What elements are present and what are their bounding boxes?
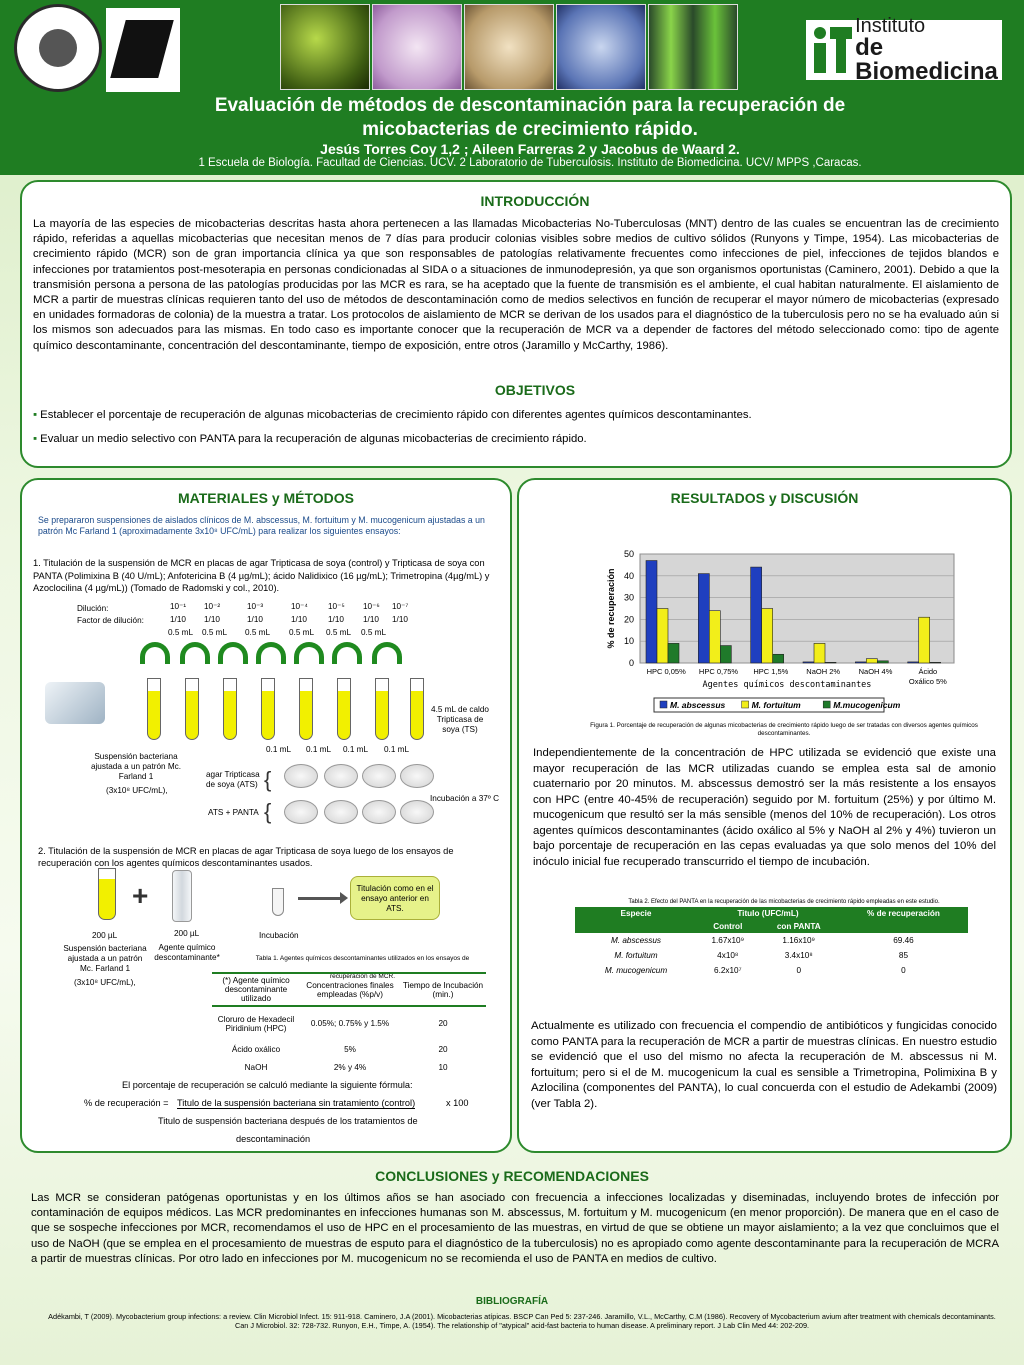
transfer-volume: 0.5 mL [361,628,387,637]
culture-tube [299,678,313,740]
culture-tubes-photo [648,4,738,90]
bracket: { [264,767,272,792]
step2-vol1: 200 µL [92,931,118,940]
y-tick-label: 40 [623,570,634,581]
x-tick-label: NaOH 2% [806,667,841,676]
plus-sign: + [132,880,149,911]
microscopy-photo-2 [372,4,462,90]
bar-mmucogenicum [668,643,679,663]
y-tick-label: 20 [623,614,634,625]
bar-mmucogenicum [930,662,941,663]
bar-mfortuitum [866,659,877,663]
arrow-right-head [340,892,348,904]
recovery-bar-chart [574,510,964,718]
header-banner [0,0,1024,175]
y-axis-label: % de recuperación [606,568,616,649]
culture-tube [147,678,161,740]
dilution-value: 10⁻⁵ [328,602,345,611]
microscopy-photo-3 [556,4,646,90]
poster-title-line1: Evaluación de métodos de descontaminación para la recuperación de [214,95,846,116]
legend-entry: M.mucogenicum [833,700,901,710]
formula-left: % de recuperación = [84,1098,169,1108]
plate-volume: 0.1 mL [384,745,410,754]
agar-plate [324,764,358,788]
legend-swatch [742,701,749,708]
x-tick-label: HPC 1,5% [753,667,789,676]
dilution-factor: 1/10 [363,615,379,624]
culture-tube [410,678,424,740]
transfer-volume: 0.5 mL [202,628,228,637]
results-title: RESULTADOS y DISCUSIÓN [670,490,859,506]
bar-mabscessus [803,662,814,663]
x-tick-label: HPC 0,05% [646,667,686,676]
instituto-biomedicina-logo [806,15,1002,85]
agar-plate [324,800,358,824]
agar-plate [400,800,434,824]
formula-intro: El porcentaje de recuperación se calculó mediante la siguiente fórmula: [122,1080,413,1090]
incubation-label: Incubación a 37º C [430,794,499,803]
y-tick-label: 0 [628,658,634,668]
culture-tube [375,678,389,740]
bar-mmucogenicum [773,654,784,663]
table2-caption: Tabla 2. Efecto del PANTA en la recuperación de las micobacterias de crecimiento rápido empleadas en este estudio. [628,899,940,905]
table2-subheader: Control [697,920,759,933]
table1-caption: Tabla 1. Agentes químicos descontaminantes utilizados en los ensayos de recuperación de MCR. [255,955,470,980]
bar-mfortuitum [709,611,720,663]
legend-entry: M. abscessus [670,700,726,710]
plate-volume: 0.1 mL [266,745,292,754]
table1-row: NaOH 2% y 4% 10 [244,1062,448,1072]
figure-caption: Figura 1. Porcentaje de recuperación de algunas micobacterias de crecimiento rápido luego de ser tratadas con diversos agentes químicos descontaminantes. [590,722,978,737]
agar-plate [362,764,396,788]
step2-vol2: 200 µL [174,929,200,938]
transfer-arrow [332,642,362,664]
dilution-factor: 1/10 [328,615,344,624]
table1-header: Tiempo de Incubación (min.) [402,980,484,999]
ats-label: agar Tripticasa de soya (ATS) [206,770,260,789]
dilution-value: 10⁻² [204,602,221,611]
microscopy-photo-1 [280,4,370,90]
transfer-arrow [294,642,324,664]
reagent-bottle [172,870,192,922]
bar-mabscessus [698,574,709,663]
x-tick-label: HPC 0,75% [698,667,739,676]
step2-cfu: (3x10⁸ UFC/mL), [74,978,136,987]
results-text1: Independientemente de la concentración de HPC utilizada se evidenció que existe una mayor recuperación de las MCR utilizadas cuando se emplea esta sal de amonio cuaternario por 20 minutos. M. abscessus demostró ser la más resistente a los ensayos con HPC (entre 40-45% de recuperación) seguido por M. fortuitum (25%) y por último M. mucogenicum que resultó ser la más sensible (menos del 10% de recuperación). Los otros agentes químicos descontaminantes (ácido oxálico al 5% y NaOH al 2% y 4%) tuvieron un bajo porcentaje de recuperación en las cepas evaluadas ya que solo menos del 10% del inóculo inicial fue recuperado transcurrido el tiempo de incubación. [533,747,996,868]
table2-header: Especie [575,907,697,933]
dilution-value: 10⁻¹ [170,602,187,611]
bar-mfortuitum [919,617,930,663]
transfer-volume: 0.5 mL [326,628,352,637]
methods-intro: Se prepararon suspensiones de aislados clínicos de M. abscessus, M. fortuitum y M. mucogenicum ajustadas a un patrón Mc Farland 1 (aproximadamente 3x10⁸ UFC/mL) para realizar los siguientes ensayos: [38,515,485,536]
dilution-factor: 1/10 [392,615,408,624]
poster-title-line2: micobacterias de crecimiento rápido. [362,119,698,140]
bar-mabscessus [855,662,866,663]
logo-line1: Instituto [855,15,926,37]
formula-x100: x 100 [446,1098,469,1108]
arrow-right [298,897,342,900]
bar-mabscessus [751,567,762,663]
dilution-factor: 1/10 [291,615,307,624]
agar-plate [362,800,396,824]
authors: Jesús Torres Coy 1,2 ; Aileen Farreras 2 y Jacobus de Waard 2. [320,141,740,157]
table2-row: M. fortuitum 4x10⁸ 3.4x10⁸ 85 [614,951,909,960]
conclusions-title: CONCLUSIONES y RECOMENDACIONES [375,1168,649,1184]
dilution-factor: 1/10 [204,615,220,624]
bar-mfortuitum [814,643,825,663]
table1 [212,972,486,1076]
transfer-arrow [180,642,210,664]
results-text2: Actualmente es utilizado con frecuencia el compendio de antibióticos y fungicidas conocido como PANTA para la recuperación de MCR a partir de muestras clínicas. En nuestro estudio se evidenció que el uso del mismo no afecta la recuperación de M. abscessus ni M. fortuitum; pero si el de M. mucogenicum la cual es sensible a Trimetropina, Polimixina B y Azlocilina (componentes del PANTA), lo cual concuerda con el estudio de Adekambi (2009) (ver Tabla 2). [531,1020,997,1110]
suspension-label: Suspensión bacteriana ajustada a un patrón Mc. Farland 1 [90,752,182,781]
methods-step1: 1. Titulación de la suspensión de MCR en placas de agar Tripticasa de soya (control) y Tripticasa de soya con PANTA (Polimixina B (40 U/mL); Anfotericina B (4 µg/mL); ácido Nalidixico (16 µg/mL); Trimetropina (4µg/mL) y Azoclocilina (4 µg/mL)) (Tomado de Radomski y col., 2010). [33,558,490,593]
transfer-arrow [140,642,170,664]
x-tick-label: NaOH 4% [858,667,893,676]
ucv-seal-logo [14,4,102,92]
intro-text: La mayoría de las especies de micobacterias descritas hasta ahora pertenecen a las llamadas Micobacterias No-Tuberculosas (MNT) dentro de las cuales se encuentran las de crecimiento rápido, referidas a aquellas micobacterias que necesitan menos de 7 días para producir colonias visibles sobre medios de cultivo sólidos (Runyons y Timpe, 1954). Las micobacterias de crecimiento rápido (MCR) son de gran importancia clínica ya que son responsables de patologías relativamente frecuentes como infecciones de piel, infecciones de tejidos blandos e infecciones por tratamientos post-mesoterapia en personas condicionadas al SIDA o a situaciones de inmunodepresión, ya que son organismos oportunistas (Caminero, 2001). Debido a que la transmisión persona a persona de las patologías producidas por las MCR es rara, se ha aceptado que la fuente de transmisión es el ambiente, el cual habitan naturalmente. El aislamiento de MCR a partir de muestras clínicas requieren tanto del uso de métodos de descontaminación como de medios selectivos en función de recuperar el mayor número de micobacterias (expresado en unidades formadoras de colonia) de la muestra a tratar. Los protocolos de aislamiento de MCR se derivan de los usados para el diagnóstico de la tuberculosis pero no se ha evaluado aún si los mismos son adecuados para las mismas. En todo caso es importante conocer que la recuperación de MCR va a depender de factores del método seleccionado como: tipo de agente químico descontaminante, concentración del descontaminante, tiempo de exposición, entre otros (Jaramillo y McCarthy, 1986). [33,218,999,352]
plate-volume: 0.1 mL [306,745,332,754]
intro-title: INTRODUCCIÓN [480,193,590,209]
objective-item: ▪ Establecer el porcentaje de recuperación de algunas micobacterias de crecimiento rápido con diferentes agentes químicos descontaminantes. [33,409,752,421]
agar-plate [400,764,434,788]
table1-row: Ácido oxálico 5% 20 [231,1044,448,1054]
x-tick-label: Ácido [918,667,938,676]
step2-incubation: Incubación [259,931,299,940]
step2-suspension: Suspensión bacteriana ajustada a un patrón Mc. Farland 1 [63,944,147,973]
transfer-arrow [256,642,286,664]
dilution-value: 10⁻⁴ [291,602,308,611]
transfer-volume: 0.5 mL [168,628,194,637]
biblio-title: BIBLIOGRAFÍA [475,1296,549,1307]
broth-label: 4.5 mL de caldo Tripticasa de soya (TS) [431,705,489,734]
culture-tube [261,678,275,740]
transfer-arrow [372,642,402,664]
legend-swatch [660,701,667,708]
objectives-title: OBJETIVOS [494,382,576,398]
table2-row: M. mucogenicum 6.2x10⁷ 0 0 [604,966,906,975]
bar-mfortuitum [762,609,773,664]
transfer-arrow [218,642,248,664]
plate-volume: 0.1 mL [343,745,369,754]
legend-swatch [823,701,830,708]
dilution-value: 10⁻⁶ [363,602,380,611]
bibliography: Adékambi, T (2009). Mycobacterium group infections: a review. Clin Microbiol Infect. 15: 911-918. Caminero, J.A (2001). Micobacterias atípicas. BSCP Can Ped 5: 237-246. Jaramillo, V.L., McCarthy, C.M (1986). Recovery of Mycobacterium avium after treatment with chemicals decontaminants. Can J Microbiol. 32: 728-732. Runyon, E.H., Timpe, A. (1954). The relationship of "atypical" acid-fast bacteria to human disease. A preliminary report. J Lab Clin Med 44: 202-209. [48,1312,996,1330]
suspension-cfu: (3x10⁸ UFC/mL), [106,786,168,795]
dilution-value: 10⁻⁷ [392,602,409,611]
y-tick-label: 50 [623,549,634,559]
bar-mfortuitum [657,609,668,664]
x-axis-label: Agentes químicos descontaminantes [702,680,872,690]
dilution-value: 10⁻³ [247,602,264,611]
transfer-volume: 0.5 mL [289,628,315,637]
transfer-volume: 0.5 mL [245,628,271,637]
agar-plate [284,764,318,788]
agar-plate [284,800,318,824]
table2-header: % de recuperación [839,907,968,933]
dilution-label: Dilución: [77,604,109,613]
logo-line2: de Biomedicina [855,34,998,85]
x-tick-label: Oxálico 5% [908,677,947,686]
culture-tube [337,678,351,740]
objective-item: ▪ Evaluar un medio selectivo con PANTA para la recuperación de algunas micobacterias de crecimiento rápido. [33,433,587,445]
y-tick-label: 30 [623,592,634,603]
bracket: { [264,799,272,824]
conclusions-text: Las MCR se consideran patógenas oportunistas y en los últimos años se han asociado con frecuencia a infecciones localizadas y diseminadas, incluyendo brotes de infección por contaminación de equipos médicos. Las MCR predominantes en infecciones humanas son M. abscessus, M. fortuitum y M. mucogenicum (en menor proporción). De manera que en el caso de que se sospeche infecciones por MCR, recomendamos el uso de HPC en el procesamiento de las muestras, en virtud de que se obtiene un mayor aislamiento; a la vez que concluimos que el uso de NaOH (que se emplea en el procesamiento de muestras de esputo para el diagnóstico de la tuberculosis) no es apropiado como agente descontaminante para la recuperación de MCRA a partir de muestras clínicas. Por otro lado en infecciones por M. mucogenicum no se recomienda el uso de PANTA en medios de cultivo. [31,1192,999,1265]
methods-step2: 2. Titulación de la suspensión de MCR en placas de agar Tripticasa de soya luego de los ensayos de recuperación con los agentes químicos descontaminantes usados. [38,846,454,868]
pipette-photo [45,682,105,724]
titration-box-text: Titulación como en el ensayo anterior en ATS. [356,884,434,913]
dilution-factor: 1/10 [247,615,263,624]
table1-header: (*) Agente químico descontaminante utilizado [222,976,290,1003]
formula-denominator-2: descontaminación [236,1134,311,1144]
table2-subheader: con PANTA [759,920,839,933]
table2-row: M. abscessus 1.67x10⁹ 1.16x10⁹ 69.46 [610,936,914,945]
factor-label: Factor de dilución: [77,616,144,625]
bar-mabscessus [646,561,657,663]
culture-tube [185,678,199,740]
formula-denominator-1: Titulo de suspensión bacteriana después de los tratamientos de [158,1116,418,1126]
eppendorf-tube [272,888,284,916]
plot-area [640,554,954,663]
table2-header: Titulo (UFC/mL) [697,907,839,920]
culture-tube [223,678,237,740]
formula-numerator: Titulo de la suspensión bacteriana sin tratamiento (control) [177,1098,416,1108]
legend-entry: M. fortuitum [751,700,801,710]
bar-mmucogenicum [720,646,731,663]
methods-title: MATERIALES y MÉTODOS [177,490,355,506]
colony-photo [464,4,554,90]
bar-mmucogenicum [877,661,888,663]
bar-mmucogenicum [825,662,836,663]
y-tick-label: 10 [623,636,634,647]
suspension-tube [98,868,116,920]
faculty-logo [106,8,180,92]
bar-mabscessus [908,662,919,663]
table2 [575,907,968,978]
step2-agent: Agente químico descontaminante* [154,943,220,962]
dilution-factor: 1/10 [170,615,186,624]
table1-row: Cloruro de Hexadecil Piridinium (HPC) 0.05%; 0.75% y 1.5% 20 [217,1014,448,1033]
affiliations: 1 Escuela de Biología. Facultad de Ciencias. UCV. 2 Laboratorio de Tuberculosis. Instituto de Biomedicina. UCV/ MPPS ,Caracas. [198,157,862,169]
panta-label: ATS + PANTA [208,808,259,817]
table1-header: Concentraciones finales empleadas (%p/v) [306,980,394,999]
